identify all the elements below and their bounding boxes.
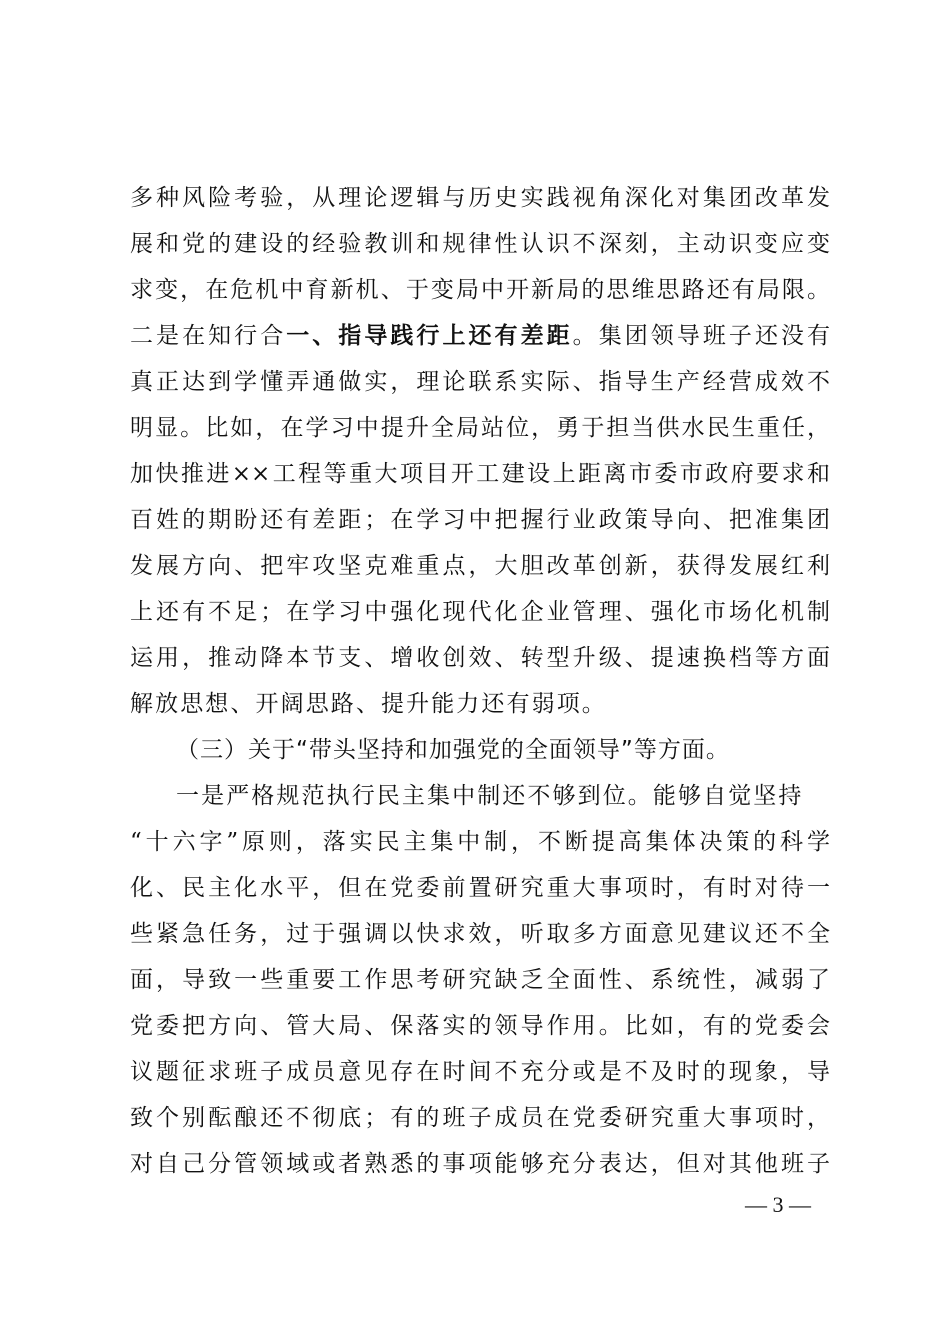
text-line-with-emphasis	[130, 313, 830, 359]
text-line: 上还有不足；在学习中强化现代化企业管理、强化市场化机制	[130, 599, 830, 625]
text-line: 党委把方向、管大局、保落实的领导作用。比如，有的党委会	[130, 1013, 830, 1039]
text-line: 展和党的建设的经验教训和规律性认识不深刻，主动识变应变	[130, 231, 830, 257]
text-line: 求变，在危机中育新机、于变局中开新局的思维思路还有局限。	[130, 277, 830, 303]
line-suffix: 。集团领导班子还没有	[572, 323, 830, 349]
text-line: 些紧急任务，过于强调以快求效，听取多方面意见建议还不全	[130, 921, 830, 947]
text-line: 加快推进××工程等重大项目开工建设上距离市委市政府要求和	[130, 461, 830, 487]
text-line: 致个别酝酿还不彻底；有的班子成员在党委研究重大事项时，	[130, 1105, 830, 1131]
text-line: 化、民主化水平，但在党委前置研究重大事项时，有时对待一	[130, 875, 830, 901]
text-line: 解放思想、开阔思路、提升能力还有弱项。	[130, 691, 607, 717]
text-line: 真正达到学懂弄通做实，理论联系实际、指导生产经营成效不	[130, 369, 830, 395]
text-line: 多种风险考验，从理论逻辑与历史实践视角深化对集团改革发	[130, 185, 830, 211]
text-line: 百姓的期盼还有差距；在学习中把握行业政策导向、把准集团	[130, 507, 830, 533]
text-line: 议题征求班子成员意见存在时间不充分或是不及时的现象，导	[130, 1059, 830, 1085]
bold-emphasis: 一、指导践行上还有差距	[286, 323, 573, 349]
text-line: 明显。比如，在学习中提升全局站位，勇于担当供水民生重任，	[130, 415, 830, 441]
section-heading: （三）关于“带头坚持和加强党的全面领导”等方面。	[176, 737, 730, 763]
text-line: 对自己分管领域或者熟悉的事项能够充分表达，但对其他班子	[130, 1151, 830, 1177]
text-line: 一是严格规范执行民主集中制还不够到位。能够自觉坚持	[176, 783, 804, 809]
text-line: 发展方向、把牢攻坚克难重点，大胆改革创新，获得发展红利	[130, 553, 830, 579]
document-body	[130, 175, 830, 1187]
text-line: 面，导致一些重要工作思考研究缺乏全面性、系统性，减弱了	[130, 967, 830, 993]
page-number: — 3 —	[745, 1192, 811, 1217]
text-line: “十六字”原则，落实民主集中制，不断提高集体决策的科学	[130, 829, 830, 855]
line-prefix: 二是在知行合	[130, 323, 287, 349]
text-line: 运用，推动降本节支、增收创效、转型升级、提速换档等方面	[130, 645, 830, 671]
